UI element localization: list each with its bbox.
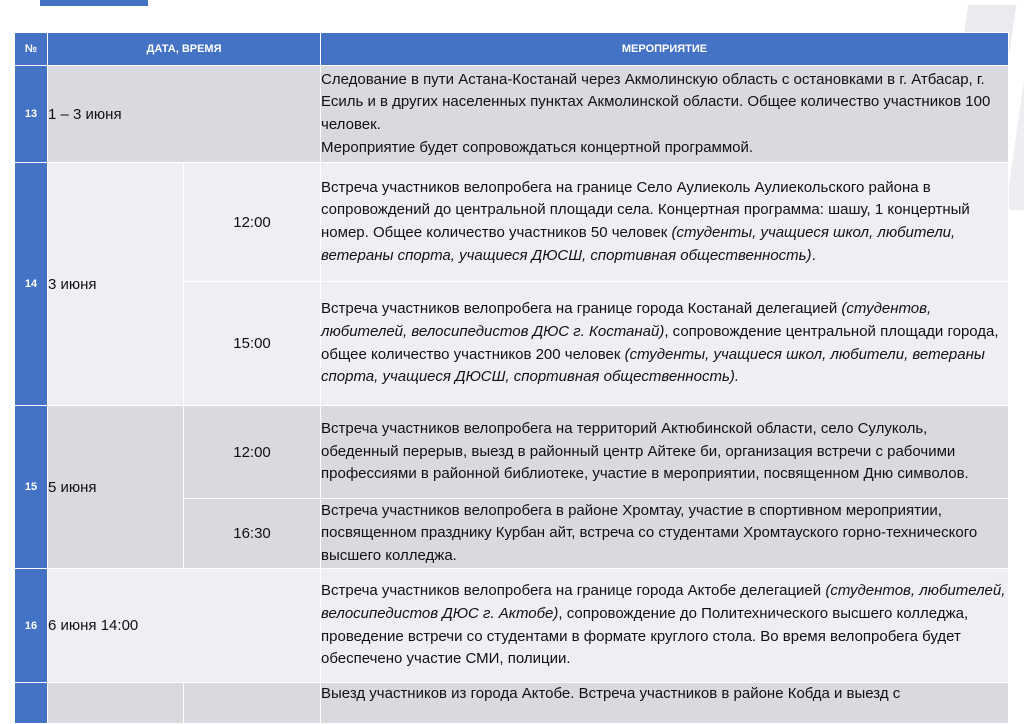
row-time xyxy=(184,683,321,724)
table-row xyxy=(15,406,1009,499)
top-accent-bar xyxy=(40,0,148,6)
table-row xyxy=(15,66,1009,163)
row-number: 15 xyxy=(15,406,48,569)
row-date: 3 июня xyxy=(48,163,184,406)
row-number: 16 xyxy=(15,569,48,683)
row-number xyxy=(15,683,48,724)
header-date-time: ДАТА, ВРЕМЯ xyxy=(48,33,321,66)
event-text: , сопровождение центральной площади города, общее количество участников 200 человек xyxy=(321,322,999,363)
table-row xyxy=(15,683,1009,724)
row-time: 15:00 xyxy=(184,282,321,406)
row-event: Встреча участников велопробега в районе Хромтау, участие в спортивном мероприятии, посвященном празднику Курбан айт, встреча со студентами Хромтауского горно-технического высшего колледжа. xyxy=(321,499,1009,569)
row-event: Выезд участников из города Актобе. Встреча участников в районе Кобда и выезд с xyxy=(321,683,1009,724)
header-num: № xyxy=(15,33,48,66)
event-text-italic: (студенты, учащиеся школ, любители, ветераны спорта, учащиеся ДЮСШ, спортивная общественность). xyxy=(321,345,985,386)
row-number: 14 xyxy=(15,163,48,406)
event-text: Встреча участников велопробега на границе города Актобе делегацией xyxy=(321,582,826,600)
row-event: Встреча участников велопробега на территорий Актюбинской области, село Сулуколь, обеденный перерыв, выезд в районный центр Айтеке би, организация встречи с рабочими профессиями в районной библиотеке, участие в мероприятии, посвященном Дню символов. xyxy=(321,406,1009,499)
row-date xyxy=(48,683,184,724)
schedule-table xyxy=(14,32,1009,724)
event-text-italic: (студентов, любителей, велосипедистов ДЮС г. Костанай) xyxy=(321,300,932,340)
row-time: 16:30 xyxy=(184,499,321,569)
row-number: 13 xyxy=(15,66,48,163)
event-text: Следование в пути Астана-Костанай через Акмолинскую область с остановками в г. Атбасар, г. Есиль и в других населенных пунктах Акмолинской области. Общее количество участников 100 человек. xyxy=(321,70,991,133)
event-text-italic: (студенты, учащиеся школ, любители, ветераны спорта, учащиеся ДЮСШ, спортивная общественность) xyxy=(321,224,956,264)
event-text: Встреча участников велопробега на границе Село Аулиеколь Аулиекольского района в сопровождений до центральной площади села. Концертная программа: шашу, 1 концертный номер. Общее количество участников 50 человек xyxy=(321,178,970,241)
row-event xyxy=(321,282,1009,406)
row-date: 6 июня 14:00 xyxy=(48,569,321,683)
event-text: Встреча участников велопробега на границе города Костанай делегацией xyxy=(321,300,842,318)
row-event xyxy=(321,66,1009,163)
table-row xyxy=(15,163,1009,282)
header-event: МЕРОПРИЯТИЕ xyxy=(321,33,1009,66)
event-text: Мероприятие будет сопровождаться концертной программой. xyxy=(321,138,754,156)
row-time: 12:00 xyxy=(184,406,321,499)
event-text: . xyxy=(811,246,816,264)
row-time: 12:00 xyxy=(184,163,321,282)
event-text: , сопровождение до Политехнического высшего колледжа, проведение встречи со студентами в формате круглого стола. Во время велопробега будет обеспечено участие СМИ, полиции. xyxy=(321,604,969,668)
table-header-row xyxy=(15,33,1009,66)
row-date: 1 – 3 июня xyxy=(48,66,321,163)
row-event xyxy=(321,569,1009,683)
row-date: 5 июня xyxy=(48,406,184,569)
table-row xyxy=(15,569,1009,683)
row-event xyxy=(321,163,1009,282)
event-text-italic: (студентов, любителей, велосипедистов ДЮС г. Актобе) xyxy=(321,582,1006,622)
